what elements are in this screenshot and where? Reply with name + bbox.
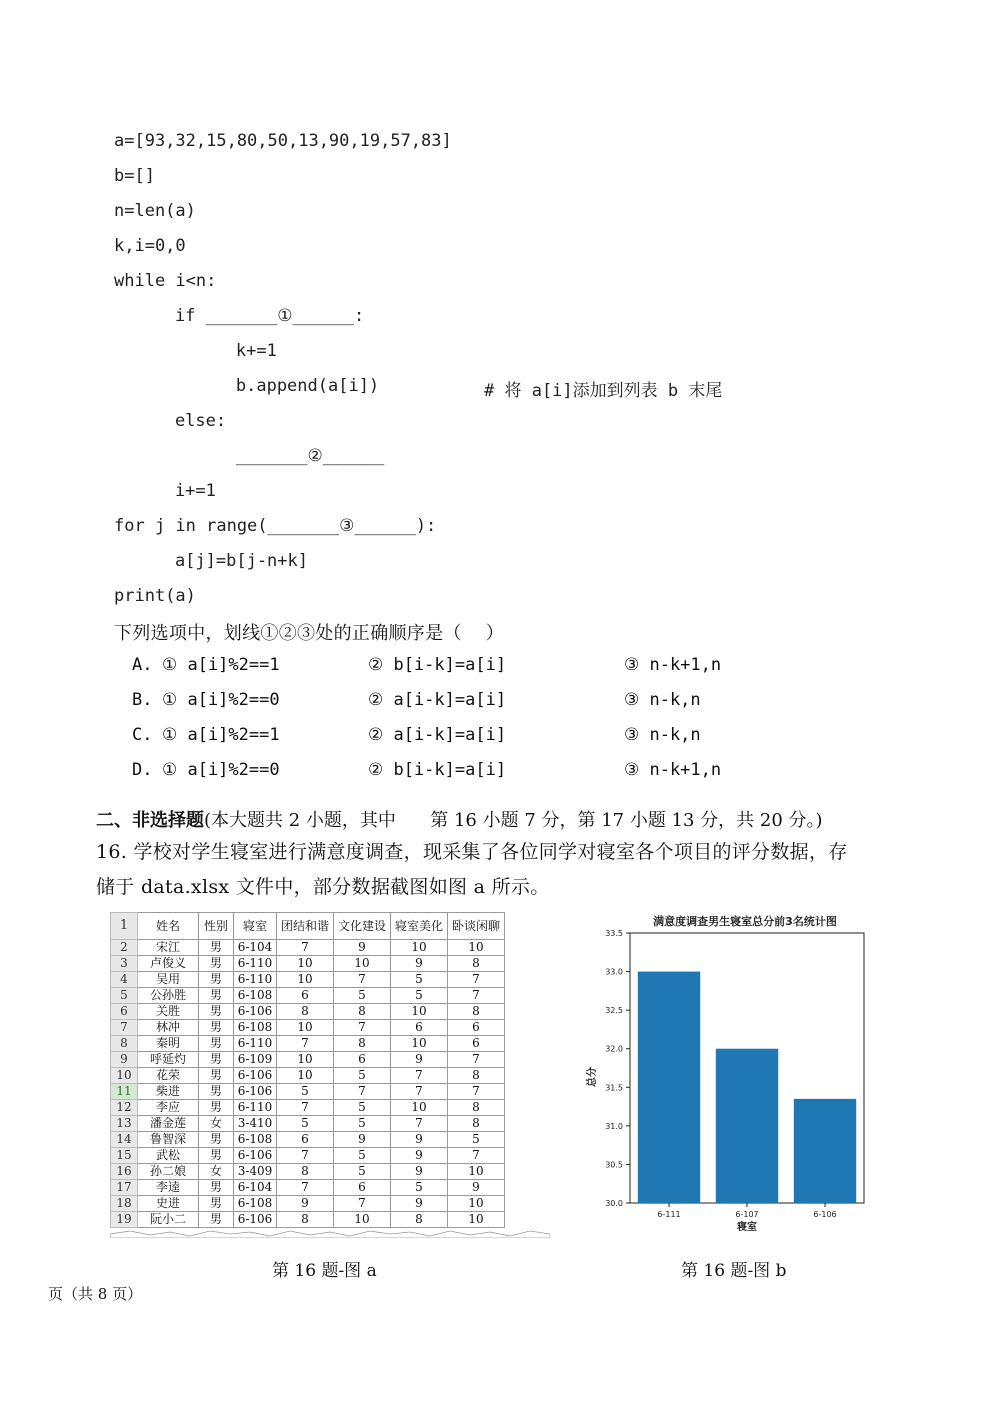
table-cell: 6-104 [234,1180,277,1196]
row-number: 10 [111,1068,138,1084]
code-line: k+=1 [154,341,277,361]
question-16-line-1: 16. 学校对学生寝室进行满意度调查，现采集了各位同学对寝室各个项目的评分数据，存 [96,841,848,863]
table-cell: 5 [391,988,448,1004]
x-tick-label: 6-106 [813,1210,837,1219]
table-cell: 6 [391,1020,448,1036]
table-cell: 7 [334,1020,391,1036]
caption-figure-b: 第 16 题-图 b [681,1261,787,1281]
table-cell: 10 [391,940,448,956]
table-cell: 8 [448,1068,505,1084]
table-cell: 6-110 [234,1036,277,1052]
table-cell: 7 [391,1084,448,1100]
table-cell: 9 [391,1052,448,1068]
table-cell: 柴进 [138,1084,199,1100]
table-cell: 9 [448,1180,505,1196]
table-cell: 10 [277,956,334,972]
table-cell: 6 [277,988,334,1004]
option-blank-1: ① a[i]%2==1 [162,725,280,745]
table-cell: 7 [277,1180,334,1196]
spreadsheet-row [111,1036,505,1052]
row-number: 17 [111,1180,138,1196]
option-blank-3: ③ n-k+1,n [624,655,722,675]
table-cell: 9 [391,1148,448,1164]
table-cell: 8 [448,1100,505,1116]
table-cell: 林冲 [138,1020,199,1036]
table-cell: 女 [199,1164,234,1180]
code-line: k,i=0,0 [114,236,186,256]
row-number: 12 [111,1100,138,1116]
code-line: b=[] [114,166,155,186]
y-tick-label: 32.5 [605,1006,623,1016]
table-cell: 6 [448,1020,505,1036]
table-cell: 7 [391,1068,448,1084]
table-cell: 男 [199,956,234,972]
table-cell: 6-110 [234,1100,277,1116]
table-cell: 10 [391,1100,448,1116]
table-cell: 6-104 [234,940,277,956]
table-cell: 5 [277,1116,334,1132]
table-cell: 8 [277,1164,334,1180]
x-tick-label: 6-107 [735,1210,759,1219]
spreadsheet-row [111,1180,505,1196]
table-cell: 7 [448,1052,505,1068]
table-cell: 武松 [138,1148,199,1164]
option-label: B. [132,690,153,710]
table-cell: 9 [391,1164,448,1180]
spreadsheet-screenshot [110,912,550,1238]
table-cell: 7 [277,1148,334,1164]
table-cell: 潘金莲 [138,1116,199,1132]
table-cell: 7 [277,940,334,956]
spreadsheet-row [111,1100,505,1116]
spreadsheet-row [111,1212,505,1228]
y-tick-label: 33.5 [605,929,623,938]
spreadsheet-row [111,1116,505,1132]
option-blank-2: ② b[i-k]=a[i] [368,655,507,675]
table-cell: 10 [334,1212,391,1228]
table-cell: 5 [448,1132,505,1148]
spreadsheet-row [111,1196,505,1212]
table-cell: 6-110 [234,972,277,988]
option-blank-3: ③ n-k,n [624,690,701,710]
y-axis [605,929,630,1208]
option-blank-2: ② a[i-k]=a[i] [368,725,507,745]
table-cell: 10 [448,1212,505,1228]
table-cell: 5 [334,1100,391,1116]
table-cell: 男 [199,1036,234,1052]
table-cell: 6 [334,1052,391,1068]
table-cell: 10 [277,1052,334,1068]
option-label: A. [132,655,153,675]
table-cell: 9 [334,1132,391,1148]
table-cell: 5 [277,1084,334,1100]
table-cell: 8 [334,1036,391,1052]
table-cell: 孙二娘 [138,1164,199,1180]
table-cell: 男 [199,1004,234,1020]
spreadsheet-header-row [111,913,505,940]
table-cell: 10 [448,1196,505,1212]
row-number: 15 [111,1148,138,1164]
table-cell: 10 [391,1036,448,1052]
table-cell: 6-106 [234,1084,277,1100]
y-axis-label: 总分 [587,1067,598,1087]
table-cell: 7 [334,1084,391,1100]
y-tick-label: 33.0 [605,967,623,977]
option-blank-3: ③ n-k,n [624,725,701,745]
table-cell: 史进 [138,1196,199,1212]
table-cell: 男 [199,1100,234,1116]
table-cell: 男 [199,972,234,988]
table-cell: 关胜 [138,1004,199,1020]
table-cell: 5 [334,1116,391,1132]
table-cell: 女 [199,1116,234,1132]
row-number: 14 [111,1132,138,1148]
table-cell: 呼延灼 [138,1052,199,1068]
table-cell: 男 [199,1052,234,1068]
question-16-line-2: 储于 data.xlsx 文件中，部分数据截图如图 a 所示。 [96,876,550,898]
code-line: i+=1 [134,481,216,501]
table-cell: 7 [334,972,391,988]
spreadsheet-row [111,1148,505,1164]
table-cell: 10 [334,956,391,972]
code-line: a=[93,32,15,80,50,13,90,19,57,83] [114,131,452,151]
row-number: 1 [111,913,138,940]
table-cell: 3-410 [234,1116,277,1132]
table-cell: 10 [448,1164,505,1180]
option-blank-1: ① a[i]%2==0 [162,760,280,780]
y-tick-label: 31.0 [605,1121,623,1131]
table-cell: 7 [448,972,505,988]
y-tick-label: 31.5 [605,1083,623,1093]
table-cell: 5 [334,1068,391,1084]
table-cell: 8 [448,1004,505,1020]
chart-title: 满意度调查男生寝室总分前3名统计图 [653,915,837,928]
table-cell: 李应 [138,1100,199,1116]
table-cell: 10 [391,1004,448,1020]
code-line: n=len(a) [114,201,196,221]
code-line: a[j]=b[j-n+k] [134,551,308,571]
table-cell: 8 [277,1004,334,1020]
section-title: 二、非选择题 [96,810,204,831]
table-cell: 10 [277,1068,334,1084]
spreadsheet-row [111,1132,505,1148]
code-line: else: [134,411,227,431]
option-blank-1: ① a[i]%2==0 [162,690,280,710]
table-cell: 10 [277,972,334,988]
option-blank-2: ② b[i-k]=a[i] [368,760,507,780]
section-desc: (本大题共 2 小题，其中 第 16 小题 7 分，第 17 小题 13 分，共 20 分。) [204,810,823,831]
table-cell: 6-106 [234,1004,277,1020]
table-cell: 卢俊义 [138,956,199,972]
table-cell: 5 [391,972,448,988]
table-cell: 9 [334,940,391,956]
section-heading [96,806,823,832]
table-cell: 6 [448,1036,505,1052]
x-axis [657,1203,836,1219]
table-cell: 7 [448,1148,505,1164]
spreadsheet-row [111,1004,505,1020]
table-cell: 男 [199,940,234,956]
spreadsheet-row [111,956,505,972]
y-tick-label: 30.0 [605,1199,623,1208]
table-cell: 阮小二 [138,1212,199,1228]
spreadsheet-row [111,940,505,956]
code-line: _______②______ [154,446,385,466]
table-cell: 6-108 [234,988,277,1004]
row-number: 8 [111,1036,138,1052]
option-blank-1: ① a[i]%2==1 [162,655,280,675]
table-cell: 秦明 [138,1036,199,1052]
spreadsheet-row [111,972,505,988]
option-label: D. [132,760,153,780]
table-cell: 7 [448,1084,505,1100]
table-cell: 6-109 [234,1052,277,1068]
spreadsheet-row [111,1020,505,1036]
row-number: 13 [111,1116,138,1132]
table-cell: 6 [334,1180,391,1196]
code-line: if _______①______: [134,306,365,326]
row-number: 7 [111,1020,138,1036]
table-cell: 5 [334,1148,391,1164]
column-header: 寝室美化 [391,913,448,940]
table-cell: 6 [277,1132,334,1148]
column-header: 卧谈闲聊 [448,913,505,940]
row-number: 19 [111,1212,138,1228]
bar [716,1049,778,1203]
table-cell: 男 [199,988,234,1004]
row-number: 11 [111,1084,138,1100]
table-cell: 男 [199,1212,234,1228]
row-number: 4 [111,972,138,988]
table-cell: 3-409 [234,1164,277,1180]
table-cell: 男 [199,1020,234,1036]
option-blank-3: ③ n-k+1,n [624,760,722,780]
spreadsheet-row [111,1068,505,1084]
table-cell: 8 [448,1116,505,1132]
table-cell: 7 [391,1116,448,1132]
table-cell: 宋江 [138,940,199,956]
table-cell: 鲁智深 [138,1132,199,1148]
row-number: 3 [111,956,138,972]
spreadsheet-row [111,1084,505,1100]
row-number: 2 [111,940,138,956]
table-cell: 6-108 [234,1132,277,1148]
spreadsheet-row [111,1164,505,1180]
table-cell: 李逵 [138,1180,199,1196]
table-cell: 8 [448,956,505,972]
column-header: 团结和谐 [277,913,334,940]
spreadsheet-row [111,988,505,1004]
table-cell: 花荣 [138,1068,199,1084]
table-cell: 7 [277,1100,334,1116]
row-number: 9 [111,1052,138,1068]
bar [794,1099,856,1203]
table-cell: 8 [277,1212,334,1228]
table-cell: 9 [391,956,448,972]
question-prompt: 下列选项中，划线①②③处的正确顺序是（ ） [114,623,505,644]
table-cell: 5 [334,988,391,1004]
table-cell: 10 [448,940,505,956]
table-cell: 男 [199,1180,234,1196]
row-number: 18 [111,1196,138,1212]
y-tick-label: 30.5 [605,1160,623,1170]
bar [638,972,700,1203]
option-blank-2: ② a[i-k]=a[i] [368,690,507,710]
table-cell: 6-108 [234,1020,277,1036]
table-cell: 9 [391,1132,448,1148]
table-cell: 男 [199,1068,234,1084]
table-cell: 8 [334,1004,391,1020]
column-header: 姓名 [138,913,199,940]
table-cell: 7 [334,1196,391,1212]
table-cell: 9 [277,1196,334,1212]
code-line: while i<n: [114,271,217,291]
table-cell: 男 [199,1148,234,1164]
row-number: 6 [111,1004,138,1020]
caption-figure-a: 第 16 题-图 a [272,1261,377,1281]
column-header: 寝室 [234,913,277,940]
table-cell: 9 [391,1196,448,1212]
table-cell: 6-106 [234,1068,277,1084]
spreadsheet-table [110,912,505,1228]
column-header: 性别 [199,913,234,940]
row-number: 5 [111,988,138,1004]
code-line: print(a) [114,586,196,606]
table-cell: 6-110 [234,956,277,972]
bar-chart [578,905,878,1235]
code-line: for j in range(_______③______): [114,516,437,536]
torn-edge [110,1228,550,1238]
x-axis-label: 寝室 [737,1222,757,1233]
table-cell: 5 [391,1180,448,1196]
table-cell: 7 [448,988,505,1004]
option-label: C. [132,725,153,745]
row-number: 16 [111,1164,138,1180]
table-cell: 10 [277,1020,334,1036]
table-cell: 6-106 [234,1212,277,1228]
table-cell: 男 [199,1196,234,1212]
code-comment: # 将 a[i]添加到列表 b 末尾 [484,381,723,401]
table-cell: 吴用 [138,972,199,988]
spreadsheet-row [111,1052,505,1068]
table-cell: 6-106 [234,1148,277,1164]
table-cell: 7 [277,1036,334,1052]
page-footer: 页（共 8 页） [48,1285,143,1303]
table-cell: 8 [391,1212,448,1228]
code-line: b.append(a[i]) [154,376,380,396]
table-cell: 公孙胜 [138,988,199,1004]
table-cell: 男 [199,1132,234,1148]
x-tick-label: 6-111 [657,1210,681,1219]
column-header: 文化建设 [334,913,391,940]
table-cell: 5 [334,1164,391,1180]
table-cell: 6-108 [234,1196,277,1212]
y-tick-label: 32.0 [605,1044,623,1054]
table-cell: 男 [199,1084,234,1100]
